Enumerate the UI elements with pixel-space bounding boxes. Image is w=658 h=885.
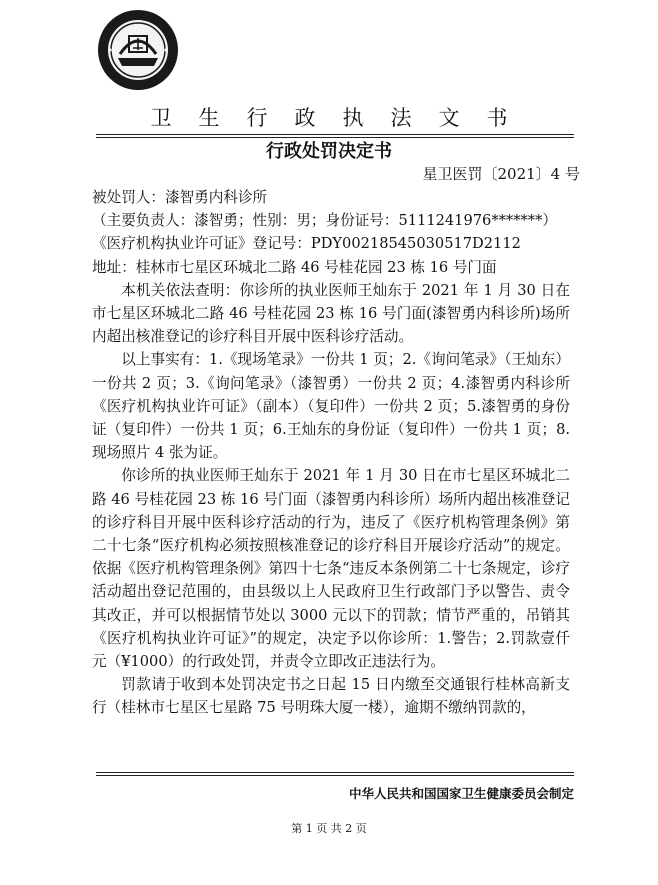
footer-divider-secondary	[96, 775, 574, 776]
document-title: 行政处罚决定书	[266, 141, 392, 162]
body-paragraph: 被处罚人：漆智勇内科诊所	[92, 189, 268, 206]
body-paragraph: 罚款请于收到本处罚决定书之日起 15 日内缴至交通银行桂林高新支行（桂林市七星区七星路 75 号明珠大厦一楼），逾期不缴纳罚款的，	[92, 676, 570, 717]
body-paragraph: 以上事实有：1.《现场笔录》一份共 1 页；2.《询问笔录》（王灿东）一份共 2 页；3.《询问笔录》（漆智勇）一份共 2 页；4.漆智勇内科诊所《医疗机构执业许可证》（副本）（复印件）一份共 2 页；5.漆智勇的身份证（复印件）一份共 1 页；6.王灿东的身份证（复印件）一份共 1 页；8.现场照片 4 张为证。	[92, 351, 570, 462]
document-body	[92, 186, 570, 720]
document-series-title: 卫生行政执法文书	[150, 106, 535, 130]
health-administration-emblem-icon	[96, 8, 180, 92]
body-paragraph: 本机关依法查明：你诊所的执业医师王灿东于 2021 年 1 月 30 日在市七星区环城北二路 46 号桂花园 23 栋 16 号门面(漆智勇内科诊所)场所内超出核准登记的诊疗科目开展中医科诊疗活动。	[92, 281, 570, 346]
header-divider	[96, 134, 574, 135]
body-paragraph: 《医疗机构执业许可证》登记号：PDY00218545030517D2112	[92, 235, 521, 253]
body-paragraph: （主要负责人：漆智勇；性别：男；身份证号：5111241976*******）	[92, 212, 557, 230]
document-number: 星卫医罚〔2021〕4 号	[422, 165, 580, 183]
page-number: 第 1 页 共 2 页	[291, 822, 367, 835]
body-paragraph: 你诊所的执业医师王灿东于 2021 年 1 月 30 日在市七星区环城北二路 46 号桂花园 23 栋 16 号门面（漆智勇内科诊所）场所内超出核准登记的诊疗科目开展中医科诊疗活动的行为，违反了《医疗机构管理条例》第二十七条“医疗机构必须按照核准登记的诊疗科目开展诊疗活动”的规定。依据《医疗机构管理条例》第四十七条“违反本条例第二十七条规定，诊疗活动超出登记范围的，由县级以上人民政府卫生行政部门予以警告、责令其改正，并可以根据情节处以 3000 元以下的罚款；情节严重的，吊销其《医疗机构执业许可证》”的规定，决定予以你诊所：1.警告；2.罚款壹仟元（¥1000）的行政处罚，并责令立即改正违法行为。	[92, 467, 570, 671]
body-paragraph: 地址：桂林市七星区环城北二路 46 号桂花园 23 栋 16 号门面	[92, 258, 497, 276]
footer-divider	[96, 772, 574, 773]
issuing-authority: 中华人民共和国国家卫生健康委员会制定	[348, 786, 574, 801]
